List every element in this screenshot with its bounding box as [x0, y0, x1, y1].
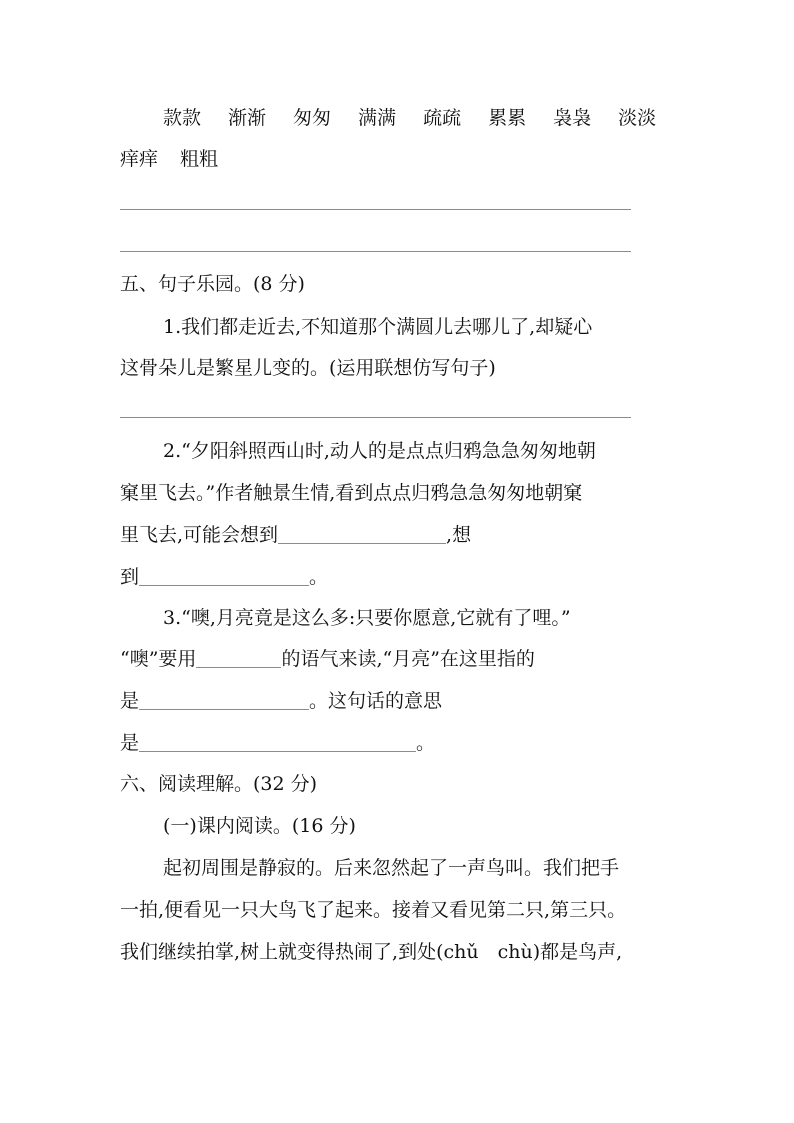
word-list-row-1	[163, 106, 656, 130]
question-2-text-part: 到	[120, 566, 140, 588]
answer-line[interactable]	[120, 251, 631, 252]
answer-line[interactable]	[120, 417, 631, 418]
question-1-text: 1.我们都走近去,不知道那个满圆儿去哪儿了,却疑心	[163, 316, 593, 338]
word-item: 匆匆	[293, 107, 332, 129]
word-item: 满满	[358, 107, 397, 129]
question-3-text-part: 是	[120, 690, 140, 712]
section-6-heading: 六、阅读理解。(32 分)	[120, 773, 318, 795]
question-1-text-cont: 这骨朵儿是繁星儿变的。(运用联想仿写句子)	[120, 357, 496, 379]
section-6-subheading: (一)课内阅读。(16 分)	[163, 815, 356, 837]
question-2-fill-line-2	[120, 565, 328, 589]
reading-passage-line: 我们继续拍掌,树上就变得热闹了,到处(chǔ chù)都是鸟声,	[120, 941, 623, 963]
question-3-text-part: “噢”要用	[120, 648, 197, 670]
question-2-text-cont: 窠里飞去。”作者触景生情,看到点点归鸦急急匆匆地朝窠	[120, 482, 583, 504]
question-3-fill-line	[120, 647, 535, 671]
question-2-text-part: 。	[309, 566, 329, 588]
question-2-text: 2.“夕阳斜照西山时,动人的是点点归鸦急急匆匆地朝	[163, 440, 596, 462]
answer-line[interactable]	[120, 209, 631, 210]
word-item: 款款	[163, 107, 202, 129]
reading-passage-line: 起初周围是静寂的。后来忽然起了一声鸟叫。我们把手	[163, 857, 620, 879]
word-item: 痒痒	[120, 148, 159, 170]
question-2-text-part: ,想	[446, 524, 472, 546]
word-item: 疏疏	[423, 107, 462, 129]
question-3-text-part: 。	[416, 732, 436, 754]
word-item: 淡淡	[618, 107, 657, 129]
answer-blank[interactable]	[139, 585, 309, 586]
answer-blank[interactable]	[139, 709, 309, 710]
question-3-text-part: 的语气来读,“月亮”在这里指的	[281, 648, 535, 670]
reading-passage-line: 一拍,便看见一只大鸟飞了起来。接着又看见第二只,第三只。	[120, 899, 627, 921]
question-3-fill-line-2	[120, 689, 442, 713]
word-item: 粗粗	[180, 148, 219, 170]
question-3-text-part: 是	[120, 732, 140, 754]
word-item: 累累	[488, 107, 527, 129]
answer-blank[interactable]	[196, 667, 281, 668]
section-5-heading: 五、句子乐园。(8 分)	[120, 273, 305, 295]
question-3-fill-line-3	[120, 731, 435, 755]
answer-blank[interactable]	[278, 543, 446, 544]
question-2-text-part: 里飞去,可能会想到	[120, 524, 279, 546]
word-list-row-2	[120, 147, 245, 171]
answer-blank[interactable]	[139, 751, 416, 752]
question-3-text: 3.“噢,月亮竟是这么多:只要你愿意,它就有了哩。”	[163, 607, 571, 629]
question-3-text-part: 。这句话的意思	[309, 690, 443, 712]
word-item: 渐渐	[228, 107, 267, 129]
question-2-fill-line	[120, 523, 471, 547]
word-item: 袅袅	[553, 107, 592, 129]
